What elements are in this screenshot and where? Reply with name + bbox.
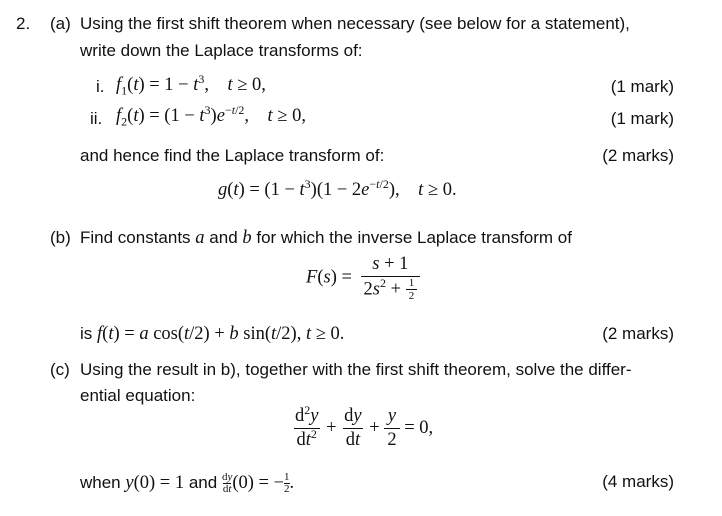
- hence-text: and hence find the Laplace transform of:: [80, 146, 385, 165]
- question-number: 2.: [16, 14, 31, 33]
- equation-g: $g(t) = (1 - t^3)(1 - 2e^{-t/2})$, t ≥ 0.: [218, 176, 457, 200]
- item-ii-label: ii.: [90, 109, 103, 128]
- part-c-marks: (4 marks): [602, 472, 674, 491]
- part-b-is: is: [80, 324, 93, 343]
- equation-ft: f(t) = a cos(t/2) + b sin(t/2), t ≥ 0.: [97, 324, 345, 344]
- condition-dy0: $\frac{dy}{dt}$ (0) = − $\frac{1}{2}$ .: [221, 471, 295, 495]
- part-c-conditions: [80, 472, 294, 495]
- item-i-marks: (1 mark): [610, 77, 674, 96]
- condition-y0: y(0) = 1: [125, 472, 185, 493]
- part-a-line-2: write down the Laplace transforms of:: [80, 41, 363, 60]
- part-b-marks: (2 marks): [602, 324, 674, 343]
- part-a-label: (a): [50, 14, 71, 33]
- part-c-when: when: [80, 472, 121, 492]
- hence-marks: (2 marks): [602, 146, 674, 165]
- part-b-text-b: and: [209, 228, 238, 247]
- part-c-line-2: ential equation:: [80, 386, 196, 405]
- part-b-text-c: for which the inverse Laplace transform of: [256, 228, 572, 247]
- const-a: a: [195, 228, 205, 248]
- const-b: b: [242, 228, 252, 248]
- item-ii-marks: (1 mark): [610, 109, 674, 128]
- part-b-label: (b): [50, 228, 71, 247]
- part-c-and: and: [188, 472, 218, 492]
- item-i-label: i.: [96, 77, 105, 96]
- part-b-line-1: [80, 228, 572, 249]
- part-c-line-1: Using the result in b), together with the first shift theorem, solve the differ-: [80, 360, 632, 379]
- equation-f1: $f_1(t) = 1 - t^3$, t ≥ 0,: [116, 71, 266, 98]
- equation-f2: $f_2(t) = (1 - t^3)e^{-t/2}$, t ≥ 0,: [116, 102, 306, 129]
- part-c-label: (c): [50, 360, 70, 379]
- equation-ode: $\frac{d^2y}{dt^2}$ + $\frac{dy}{dt}$ + $\frac{y}{2}$ = 0,: [295, 402, 434, 450]
- part-a-line-1: Using the first shift theorem when necessary (see below for a statement),: [80, 14, 630, 33]
- equation-F: F(s) = s + 1 $2s^2$ + $\frac{1}{2}$: [306, 254, 420, 302]
- part-b-line-2: [80, 324, 344, 345]
- part-b-text-a: Find constants: [80, 228, 191, 247]
